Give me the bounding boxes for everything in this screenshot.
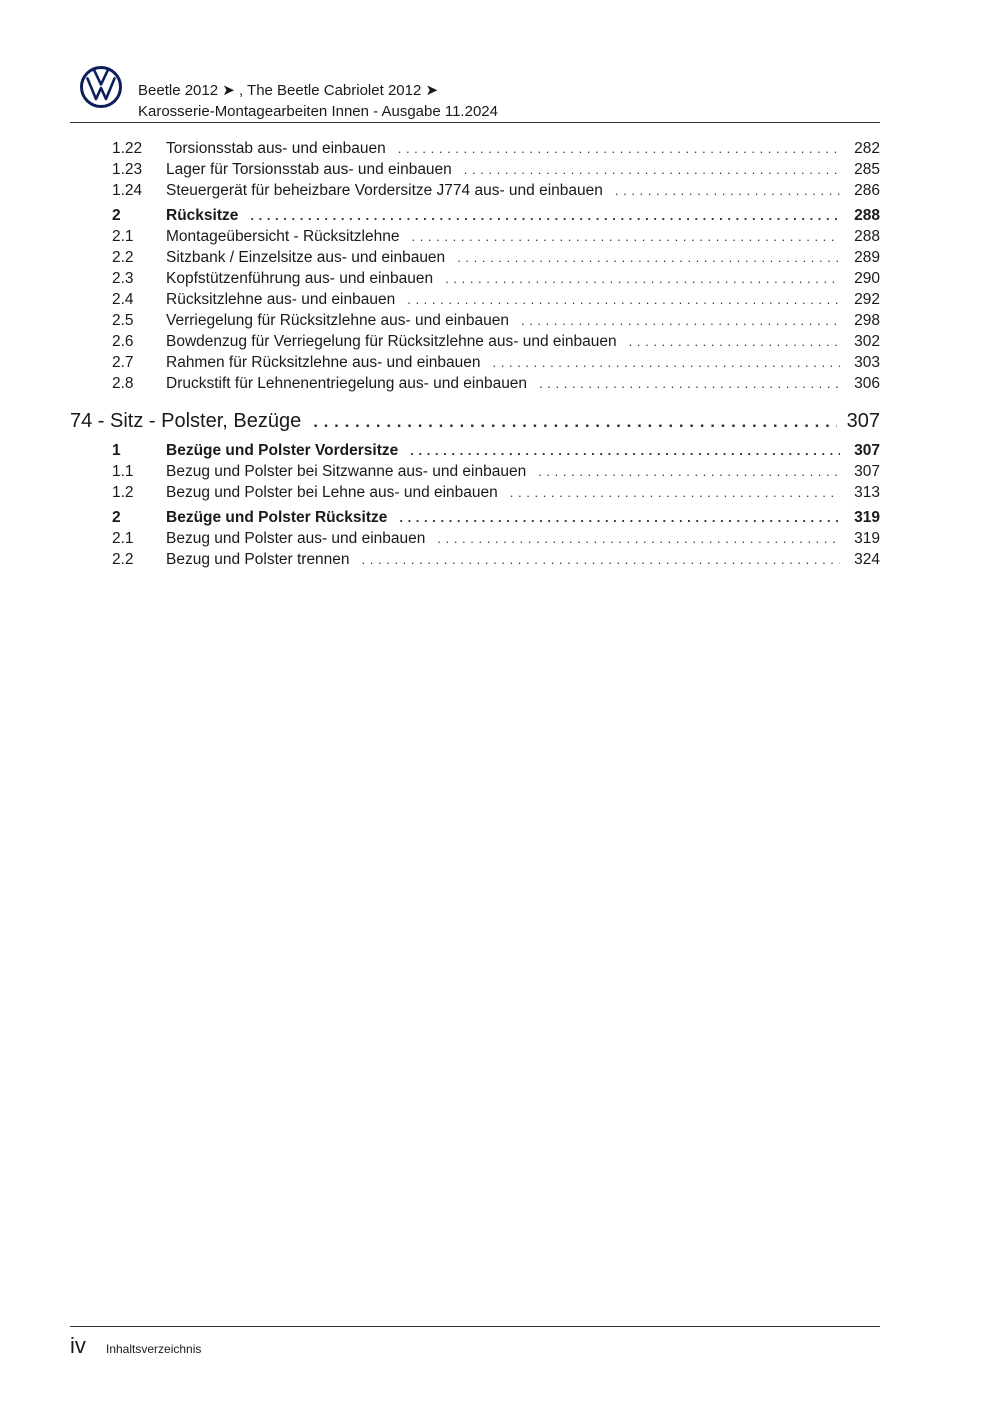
- toc-dot-leader: [629, 331, 840, 352]
- toc-dot-leader: [521, 310, 840, 331]
- header-divider: [70, 122, 880, 123]
- toc-dot-leader: [538, 461, 840, 482]
- toc-entry-row[interactable]: [70, 180, 880, 201]
- document-title-block: [138, 80, 498, 122]
- toc-entry-page: 290: [854, 270, 880, 287]
- toc-entry-title: Rücksitze: [166, 207, 239, 224]
- toc-entry-row[interactable]: [70, 310, 880, 331]
- toc-entry-page: 282: [854, 140, 880, 157]
- toc-entry-number: 1.23: [112, 161, 143, 178]
- toc-entry-line: [166, 373, 880, 394]
- toc-dot-leader: [407, 289, 840, 310]
- toc-entry-page: 288: [854, 228, 880, 245]
- toc-entry-title: Torsionsstab aus- und einbauen: [166, 140, 386, 157]
- toc-dot-leader: [493, 352, 841, 373]
- toc-dot-leader: [464, 159, 840, 180]
- toc-dot-leader: [398, 138, 840, 159]
- toc-entry-row[interactable]: [70, 528, 880, 549]
- footer-label: Inhaltsverzeichnis: [106, 1342, 202, 1356]
- toc-entry-line: [166, 549, 880, 570]
- toc-entry-number: 2.2: [112, 249, 134, 266]
- toc-entry-page: 302: [854, 333, 880, 350]
- toc-entry-page: 298: [854, 312, 880, 329]
- toc-entry-line: [70, 406, 880, 437]
- toc-entry-title: Kopfstützenführung aus- und einbauen: [166, 270, 434, 287]
- toc-entry-title: Rücksitzlehne aus- und einbauen: [166, 291, 396, 308]
- toc-entry-title: Lager für Torsionsstab aus- und einbauen: [166, 161, 452, 178]
- toc-entry-page: 303: [854, 354, 880, 371]
- toc-entry-row[interactable]: [70, 159, 880, 180]
- toc-entry-page: 306: [854, 375, 880, 392]
- toc-entry-page: 307: [854, 442, 880, 459]
- toc-entry-number: 2.1: [112, 530, 134, 547]
- toc-entry-number: 2.8: [112, 375, 134, 392]
- toc-entry-title: Bezug und Polster bei Lehne aus- und einbauen: [166, 484, 498, 501]
- toc-dot-leader: [313, 407, 836, 437]
- toc-entry-number: 2.5: [112, 312, 134, 329]
- toc-entry-row[interactable]: [70, 352, 880, 373]
- toc-entry-page: 319: [854, 509, 880, 526]
- toc-entry-line: [166, 205, 880, 226]
- toc-dot-leader: [437, 528, 840, 549]
- toc-entry-line: [166, 331, 880, 352]
- toc-entry-row[interactable]: [70, 331, 880, 352]
- toc-entry-line: [166, 226, 880, 247]
- toc-entry-number: 2.6: [112, 333, 134, 350]
- toc-entry-line: [166, 289, 880, 310]
- toc-entry-page: 319: [854, 530, 880, 547]
- toc-entry-page: 289: [854, 249, 880, 266]
- toc-entry-title: Bezug und Polster trennen: [166, 551, 350, 568]
- toc-dot-leader: [457, 247, 840, 268]
- header-line-2: Karosserie-Montagearbeiten Innen - Ausgabe 11.2024: [138, 103, 498, 120]
- toc-entry-number: 1.24: [112, 182, 143, 199]
- toc-entry-line: [166, 461, 880, 482]
- toc-entry-number: 2.4: [112, 291, 134, 308]
- toc-entry-number: 2: [112, 207, 121, 224]
- toc-entry-row[interactable]: [70, 482, 880, 503]
- toc-entry-row[interactable]: [70, 461, 880, 482]
- toc-entry-title: Druckstift für Lehnenentriegelung aus- und einbauen: [166, 375, 528, 392]
- toc-entry-page: 307: [846, 410, 880, 432]
- toc-entry-number: 2.1: [112, 228, 134, 245]
- toc-section-row[interactable]: [70, 440, 880, 461]
- toc-entry-number: 1.2: [112, 484, 134, 501]
- toc-entry-line: [166, 352, 880, 373]
- toc-entry-number: 2.7: [112, 354, 134, 371]
- toc-entry-line: [166, 180, 880, 201]
- toc-entry-line: [166, 247, 880, 268]
- toc-dot-leader: [445, 268, 840, 289]
- toc-dot-leader: [510, 482, 840, 503]
- toc-entry-title: 74 - Sitz - Polster, Bezüge: [70, 410, 302, 432]
- toc-entry-line: [166, 507, 880, 528]
- toc-entry-page: 324: [854, 551, 880, 568]
- toc-entry-row[interactable]: [70, 289, 880, 310]
- toc-entry-row[interactable]: [70, 549, 880, 570]
- toc-dot-leader: [615, 180, 840, 201]
- toc-entry-page: 288: [854, 207, 880, 224]
- toc-entry-line: [166, 528, 880, 549]
- toc-entry-title: Steuergerät für beheizbare Vordersitze J774 aus- und einbauen: [166, 182, 603, 199]
- toc-entry-title: Verriegelung für Rücksitzlehne aus- und einbauen: [166, 312, 509, 329]
- toc-entry-title: Bezug und Polster aus- und einbauen: [166, 530, 426, 547]
- toc-entry-number: 2: [112, 509, 121, 526]
- toc-dot-leader: [250, 205, 840, 226]
- toc-entry-row[interactable]: [70, 138, 880, 159]
- toc-entry-line: [166, 482, 880, 503]
- toc-entry-line: [166, 440, 880, 461]
- toc-dot-leader: [399, 507, 840, 528]
- toc-entry-line: [166, 268, 880, 289]
- footer-divider: [70, 1326, 880, 1327]
- toc-entry-line: [166, 310, 880, 331]
- toc-entry-line: [166, 159, 880, 180]
- toc-entry-number: 2.2: [112, 551, 134, 568]
- toc-entry-title: Bezüge und Polster Vordersitze: [166, 442, 399, 459]
- page-header: [80, 66, 880, 122]
- toc-dot-leader: [410, 440, 840, 461]
- toc-entry-page: 307: [854, 463, 880, 480]
- toc-entry-row[interactable]: [70, 226, 880, 247]
- toc-entry-row[interactable]: [70, 373, 880, 394]
- toc-entry-page: 313: [854, 484, 880, 501]
- toc-entry-line: [166, 138, 880, 159]
- toc-entry-title: Rahmen für Rücksitzlehne aus- und einbauen: [166, 354, 481, 371]
- toc-entry-page: 285: [854, 161, 880, 178]
- header-line-1: Beetle 2012 ➤ , The Beetle Cabriolet 2012 ➤: [138, 82, 439, 99]
- toc-entry-number: 1.1: [112, 463, 134, 480]
- toc-entry-title: Bezüge und Polster Rücksitze: [166, 509, 388, 526]
- toc-entry-page: 286: [854, 182, 880, 199]
- toc-entry-title: Bowdenzug für Verriegelung für Rücksitzlehne aus- und einbauen: [166, 333, 617, 350]
- toc-entry-title: Montageübersicht - Rücksitzlehne: [166, 228, 400, 245]
- toc-entry-row[interactable]: [70, 268, 880, 289]
- toc-chapter-row[interactable]: [70, 406, 880, 436]
- table-of-contents: [70, 138, 880, 570]
- toc-entry-title: Sitzbank / Einzelsitze aus- und einbauen: [166, 249, 446, 266]
- toc-entry-number: 1.22: [112, 140, 143, 157]
- toc-entry-row[interactable]: [70, 247, 880, 268]
- toc-entry-page: 292: [854, 291, 880, 308]
- toc-section-row[interactable]: [70, 507, 880, 528]
- toc-dot-leader: [411, 226, 840, 247]
- toc-entry-number: 1: [112, 442, 121, 459]
- toc-entry-title: Bezug und Polster bei Sitzwanne aus- und einbauen: [166, 463, 527, 480]
- toc-entry-number: 2.3: [112, 270, 134, 287]
- toc-section-row[interactable]: [70, 205, 880, 226]
- toc-dot-leader: [362, 549, 840, 570]
- vw-logo-icon: [80, 66, 122, 108]
- footer-page-number: iv: [70, 1333, 86, 1358]
- toc-dot-leader: [539, 373, 840, 394]
